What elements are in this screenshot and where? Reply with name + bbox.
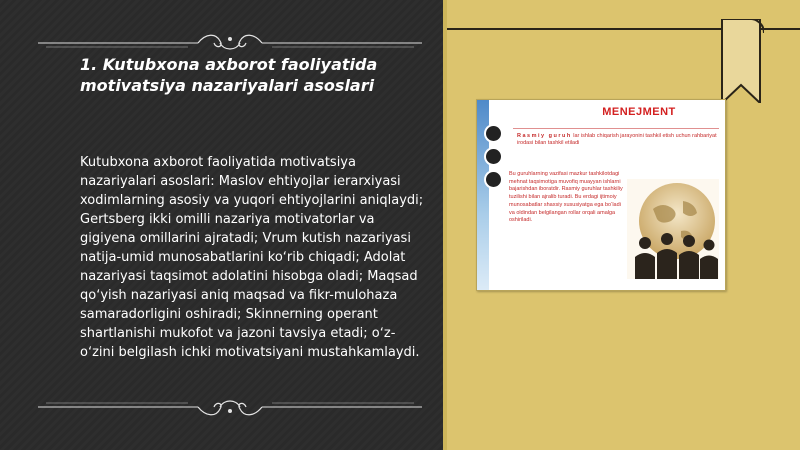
thumbnail-paragraph-2: Bu guruhlarning vazifasi mazkur tashkilotdagi mehnat taqsimotiga muvofiq muayyan ishlarni bajarishdan iboratdir. Rasmiy guruhlar tashkiliy tuzilishi bilan ajralib turadi. Bu erdagi ijtimoiy munosabatlar shaxsiy xususiyatga ega bo‘ladi va oldindan belgilangan rollar orqali amalga oshiriladi. [509,171,623,224]
globe-icon [486,172,501,187]
thumbnail-title-rule [513,128,719,129]
slide-thumbnail-image [476,99,726,291]
business-team-globe-photo [627,179,719,279]
slide-body-text: Kutubxona axborot faoliyatida motivatsiya nazariyalari asoslari: Maslov ehtiyojlar ierarxiyasi xodimlarning asosiy va yuqori ehtiyojlarini aniqlaydi; Gertsberg ikki omilli nazariya motivatorlar va gigiyena omillarini ajratadi; Vrum kutish nazariyasi natija-umid munosabatlarini koʻrib chiqadi; Adolat nazariyasi taqsimot adolatini hisobga oladi; Maqsad qoʻyish nazariyasi aniq maqsad va fikr-mulohaza samaradorligini oshiradi; Skinnerning operant shartlanishi mukofot va jazoni tavsiya etadi; oʻz-oʻzini belgilash ichki motivatsiyani mustahkamlaydi. [80,155,424,360]
bottom-flourish-divider [38,395,422,419]
bookmark-ribbon-icon [718,19,764,103]
globe-icon [486,126,501,141]
slide-title: 1. Kutubxona axborot faoliyatida motivatsiya nazariyalari asoslari [80,55,378,95]
thumbnail-para1-rest: lar ishlab chiqarish jarayonini tashkil etish uchun rahbariyat irodasi bilan tashkil etiladi [517,133,717,146]
thumbnail-paragraph-1 [517,133,717,147]
thumbnail-para1-lead: Rasmiy guruh [517,133,572,139]
thumbnail-title: MENEJMENT [602,106,676,118]
globe-icon [486,149,501,164]
thumbnail-icon-column [486,126,510,195]
top-flourish-divider [38,31,422,55]
